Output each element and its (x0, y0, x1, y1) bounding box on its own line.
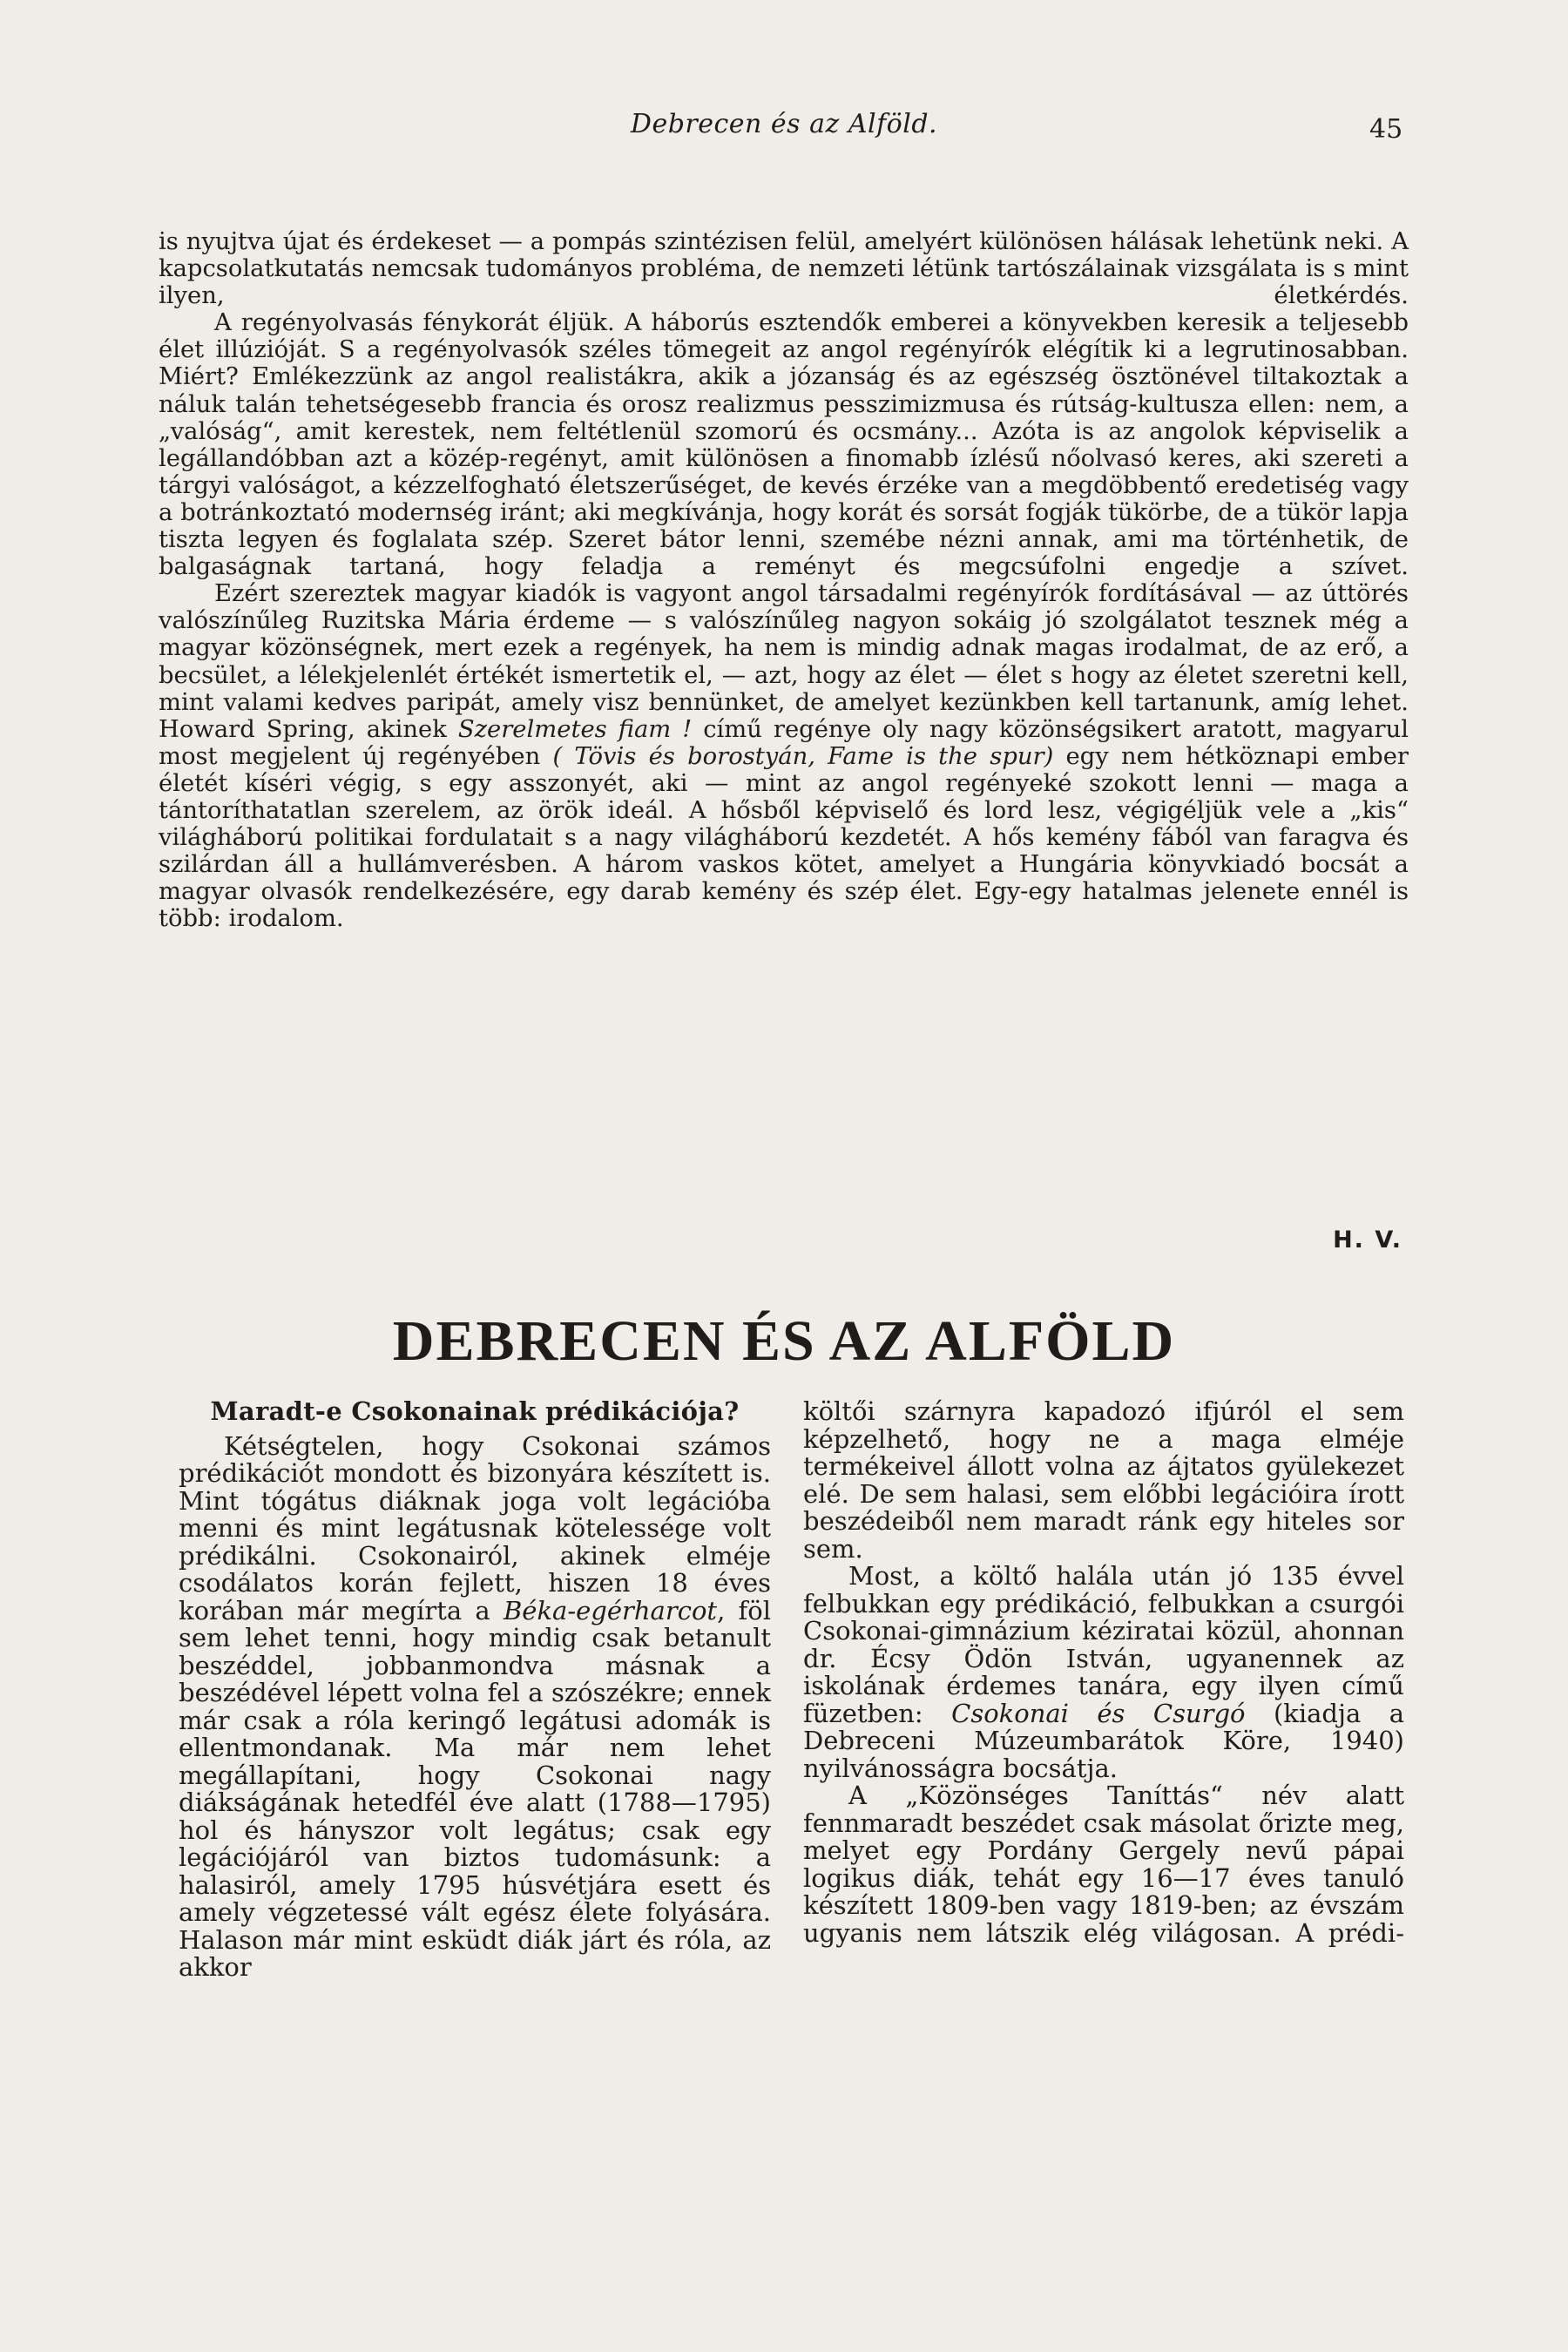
article-text-segment: (kiadja a Debreceni Múzeumbarátok Köre, 1940) nyilvánosságra bocsátja. (803, 1698, 1405, 1783)
review-paragraph: A regényolvasás fénykorát éljük. A háborús esztendők emberei a könyvekben keresik a teljesebb élet illúzióját. S a regényolvasók széles tömegeit az angol regényírók elégítik ki a legrutinosabban. Miért? Emlékezzünk az angol realistákra, akik a józanság és az egészség ösztönével tiltakoztak a náluk talán tehetségesebb francia és orosz realizmus pesszimizmusa és rútság-kultusza ellen: nem, a „valóság“, amit kerestek, nem feltétlenül szomorú és ocsmány... Azóta is az angolok képviselik a legállandóbban azt a közép-regényt, amit különösen a finomabb ízlésű nőolvasó keres, aki szereti a tárgyi valóságot, a kézzelfogható életszerűséget, de kevés érzéke van a megdöbbentő eredetiség vagy a botránkoztató modernség iránt; aki megkívánja, hogy korát és sorsát fogják tükörbe, de a tükör lapja tiszta legyen és foglalata szép. Szeret bátor lenni, szemébe nézni annak, ami ma történhetik, de balgaságnak tartaná, hogy feladja a reményt és megcsúfolni engedje a szívet. (159, 309, 1409, 581)
book-title: Szerelmetes fiam ! (457, 715, 693, 743)
article-paragraph (179, 1430, 772, 1982)
work-title: Csokonai és Csurgó (951, 1698, 1246, 1728)
running-title: Debrecen és az Alföld. (630, 109, 938, 139)
review-text-segment: című regénye oly nagy közönségsikert aratott, magyarul most megjelent új regényében (159, 715, 1409, 770)
page-number: 45 (1369, 114, 1403, 145)
review-text-segment: Ezért szereztek magyar kiadók is vagyont angol társadalmi regényírók fordításával — az úttörés valószínűleg Ruzitska Mária érdeme — s valószínűleg nagyon sokáig jó szolgálatot tesznek még a magyar közönségnek, mert ezek a regények, ha nem is mindig adnak magas irodalmat, de az erő, a becsület, a lélekjelenlét értékét ismertetik el, — azt, hogy az élet — élet s hogy az életet szeretni kell, mint valami kedves paripát, amely visz bennünket, de amelyet kezünkben kell tartanunk, amíg lehet. Howard Spring, akinek (159, 580, 1409, 743)
section-title: DEBRECEN ÉS AZ ALFÖLD (392, 1309, 1176, 1373)
work-title: Béka-egérharcot (503, 1595, 718, 1625)
article-column-left (179, 1398, 771, 1982)
running-header (0, 109, 1568, 161)
article-paragraph: költői szárnyra kapadozó ifjúról el sem képzelhető, hogy ne a maga elméje termékeivel állott volna az ájtatos gyülekezet elé. De sem halasi, sem előbbi legációira írott beszédeiből nem maradt ránk egy hiteles sor sem. (803, 1396, 1404, 1564)
review-paragraph: is nyujtva újat és érdekeset — a pompás szintézisen felül, amelyért különösen hálásak lehetünk neki. A kapcsolatkutatás nemcsak tudományos probléma, de nemzeti létünk tartószálainak vizsgálata is s mint ilyen, életkérdés. (159, 228, 1409, 310)
article-title: Maradt-e Csokonainak prédikációja? (210, 1396, 740, 1426)
book-review-text (159, 228, 1409, 932)
article-paragraph: A „Közönséges Taníttás“ név alatt fennmaradt beszédet csak másolat őrizte meg, melyet egy Pordány Gergely nevű pápai logikus diák, tehát egy 16—17 éves tanuló készített 1809-ben vagy 1819-ben; az évszám ugyanis nem látszik elég világosan. A prédi- (803, 1781, 1404, 1948)
book-title: ( Tövis és borostyán, Fame is the spur) (552, 742, 1054, 770)
review-signature: H. V. (1333, 1227, 1402, 1254)
review-paragraph (159, 580, 1409, 932)
review-text-segment: egy nem hétköznapi ember életét kíséri végig, s egy asszonyét, aki — mint az angol regényeké szokott lenni — maga a tántoríthatatlan szerelem, az örök ideál. A hősből képviselő és lord lesz, végigéljük vele a „kis“ világháború politikai fordulatait s a nagy világháború kezdetét. A hős kemény fából van faragva és szilárdan áll a hullámverésben. A három vaskos kötet, amelyet a Hungária könyvkiadó bocsát a magyar olvasók rendelkezésére, egy darab kemény és szép élet. Egy-egy hatalmas jelenete ennél is több: irodalom. (159, 742, 1409, 933)
article-paragraph (803, 1563, 1404, 1782)
article-text-segment: , föl sem lehet tenni, hogy mindig csak betanult beszéddel, jobbanmondva másnak a beszédével lépett volna fel a szószékre; ennek már csak a róla keringő legátusi adomák is ellentmondanak. Ma már nem lehet megállapítani, hogy Csokonai nagy diákságának hetedfél éve alatt (1788—1795) hol és hányszor volt legátus; csak egy legációjáról van biztos tudomásunk: a halasiról, amely 1795 húsvétjára esett és amely végzetessé vált egész élete folyására. Halason már mint esküdt diák járt és róla, az akkor (179, 1595, 772, 1982)
article-column-right (803, 1398, 1404, 1947)
article-text-segment: Most, a költő halála után jó 135 évvel felbukkan egy prédikáció, felbukkan a csurgói Csokonai-gimnázium kéziratai közül, ahonnan dr. Écsy Ödön István, ugyanennek az iskolának érdemes tanára, egy ilyen című füzetben: (803, 1561, 1404, 1728)
article-text-segment: Kétségtelen, hogy Csokonai számos prédikációt mondott és bizonyára készített is. Mint tógátus diáknak joga volt legációba menni és mint legátusnak kötelessége volt prédikálni. Csokonairól, akinek elméje csodálatos korán fejlett, hiszen 18 éves korában már megírta a (179, 1430, 771, 1625)
